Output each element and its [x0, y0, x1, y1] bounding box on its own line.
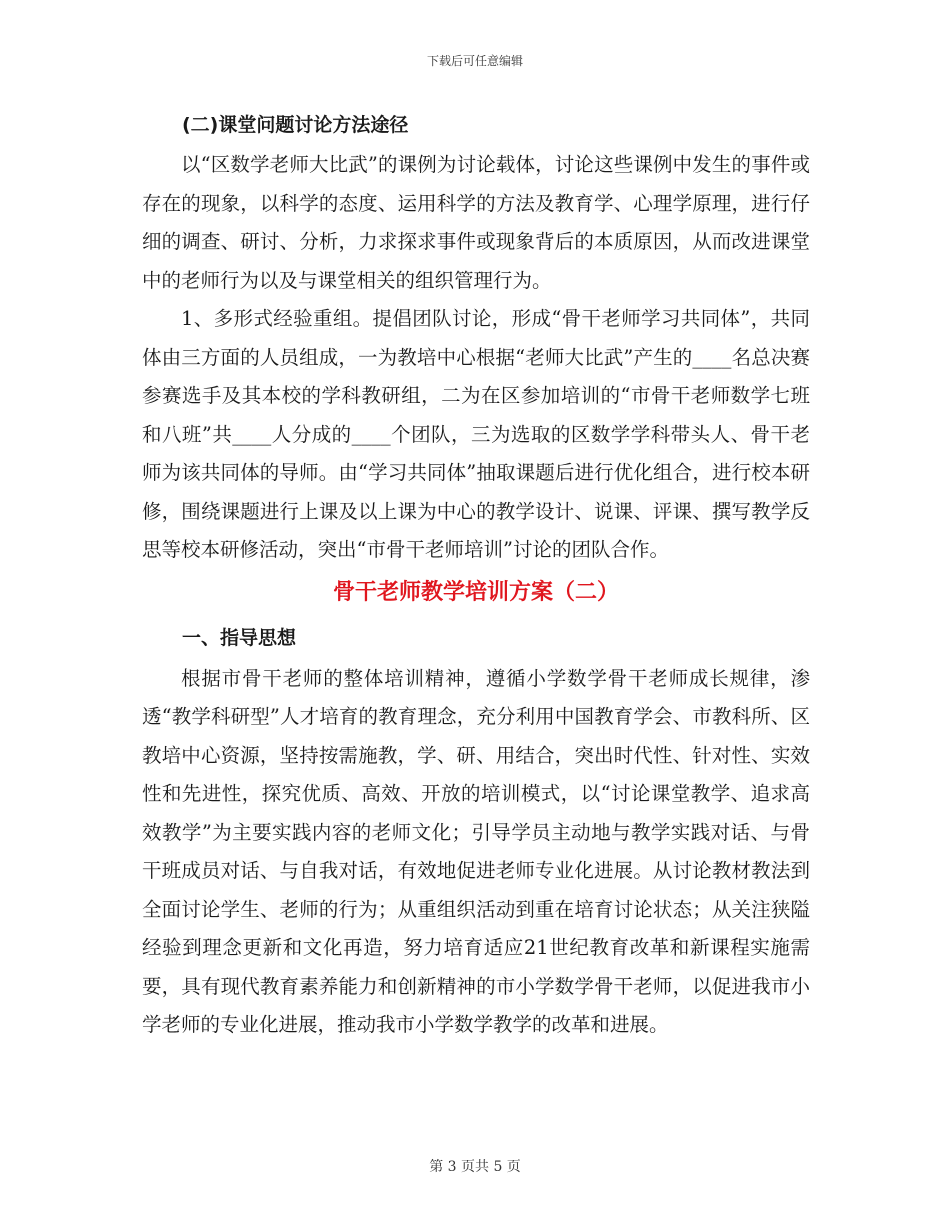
page-footer: 第 3 页共 5 页 [429, 1159, 521, 1175]
page-header: 下载后可任意编辑 [426, 54, 523, 68]
section-heading: (二)课堂问题讨论方法途径 [182, 114, 409, 136]
section-paragraph-1: 以“区数学老师大比武”的课例为讨论载体，讨论这些课例中发生的事件或存在的现象，以科学的态度、运用科学的方法及教育学、心理学原理，进行仔细的调查、研讨、分析，力求探求事件或现象背后的本质原因，从而改进课堂中的老师行为以及与课堂相关的组织管理行为。 [142, 153, 810, 292]
document-body [142, 106, 810, 1045]
guide-paragraph: 根据市骨干老师的整体培训精神，遵循小学数学骨干老师成长规律，渗透“教学科研型”人才培育的教育理念，充分利用中国教育学会、市教科所、区教培中心资源，坚持按需施教，学、研、用结合，突出时代性、针对性、实效性和先进性，探究优质、高效、开放的培训模式，以“讨论课堂教学、追求高效教学”为主要实践内容的老师文化；引导学员主动地与教学实践对话、与骨干班成员对话、与自我对话，有效地促进老师专业化进展。从讨论教材教法到全面讨论学生、老师的行为；从重组织活动到重在培育讨论状态；从关注狭隘经验到理念更新和文化再造，努力培育适应21世纪教育改革和新课程实施需要，具有现代教育素养能力和创新精神的市小学数学骨干老师，以促进我市小学老师的专业化进展，推动我市小学数学教学的改革和进展。 [142, 666, 810, 1036]
section-paragraph-2: 1、多形式经验重组。提倡团队讨论，形成“骨干老师学习共同体”，共同体由三方面的人员组成，一为教培中心根据“老师大比武”产生的____名总决赛参赛选手及其本校的学科教研组，二为在区参加培训的“市骨干老师数学七班和八班”共____人分成的____个团队，三为选取的区数学学科带头人、骨干老师为该共同体的导师。由“学习共同体”抽取课题后进行优化组合，进行校本研修，围绕课题进行上课及以上课为中心的教学设计、说课、评课、撰写教学反思等校本研修活动，突出“市骨干老师培训”讨论的团队合作。 [142, 307, 810, 561]
guide-heading: 一、指导思想 [182, 626, 297, 649]
document-title: 骨干老师教学培训方案（二） [332, 579, 619, 605]
